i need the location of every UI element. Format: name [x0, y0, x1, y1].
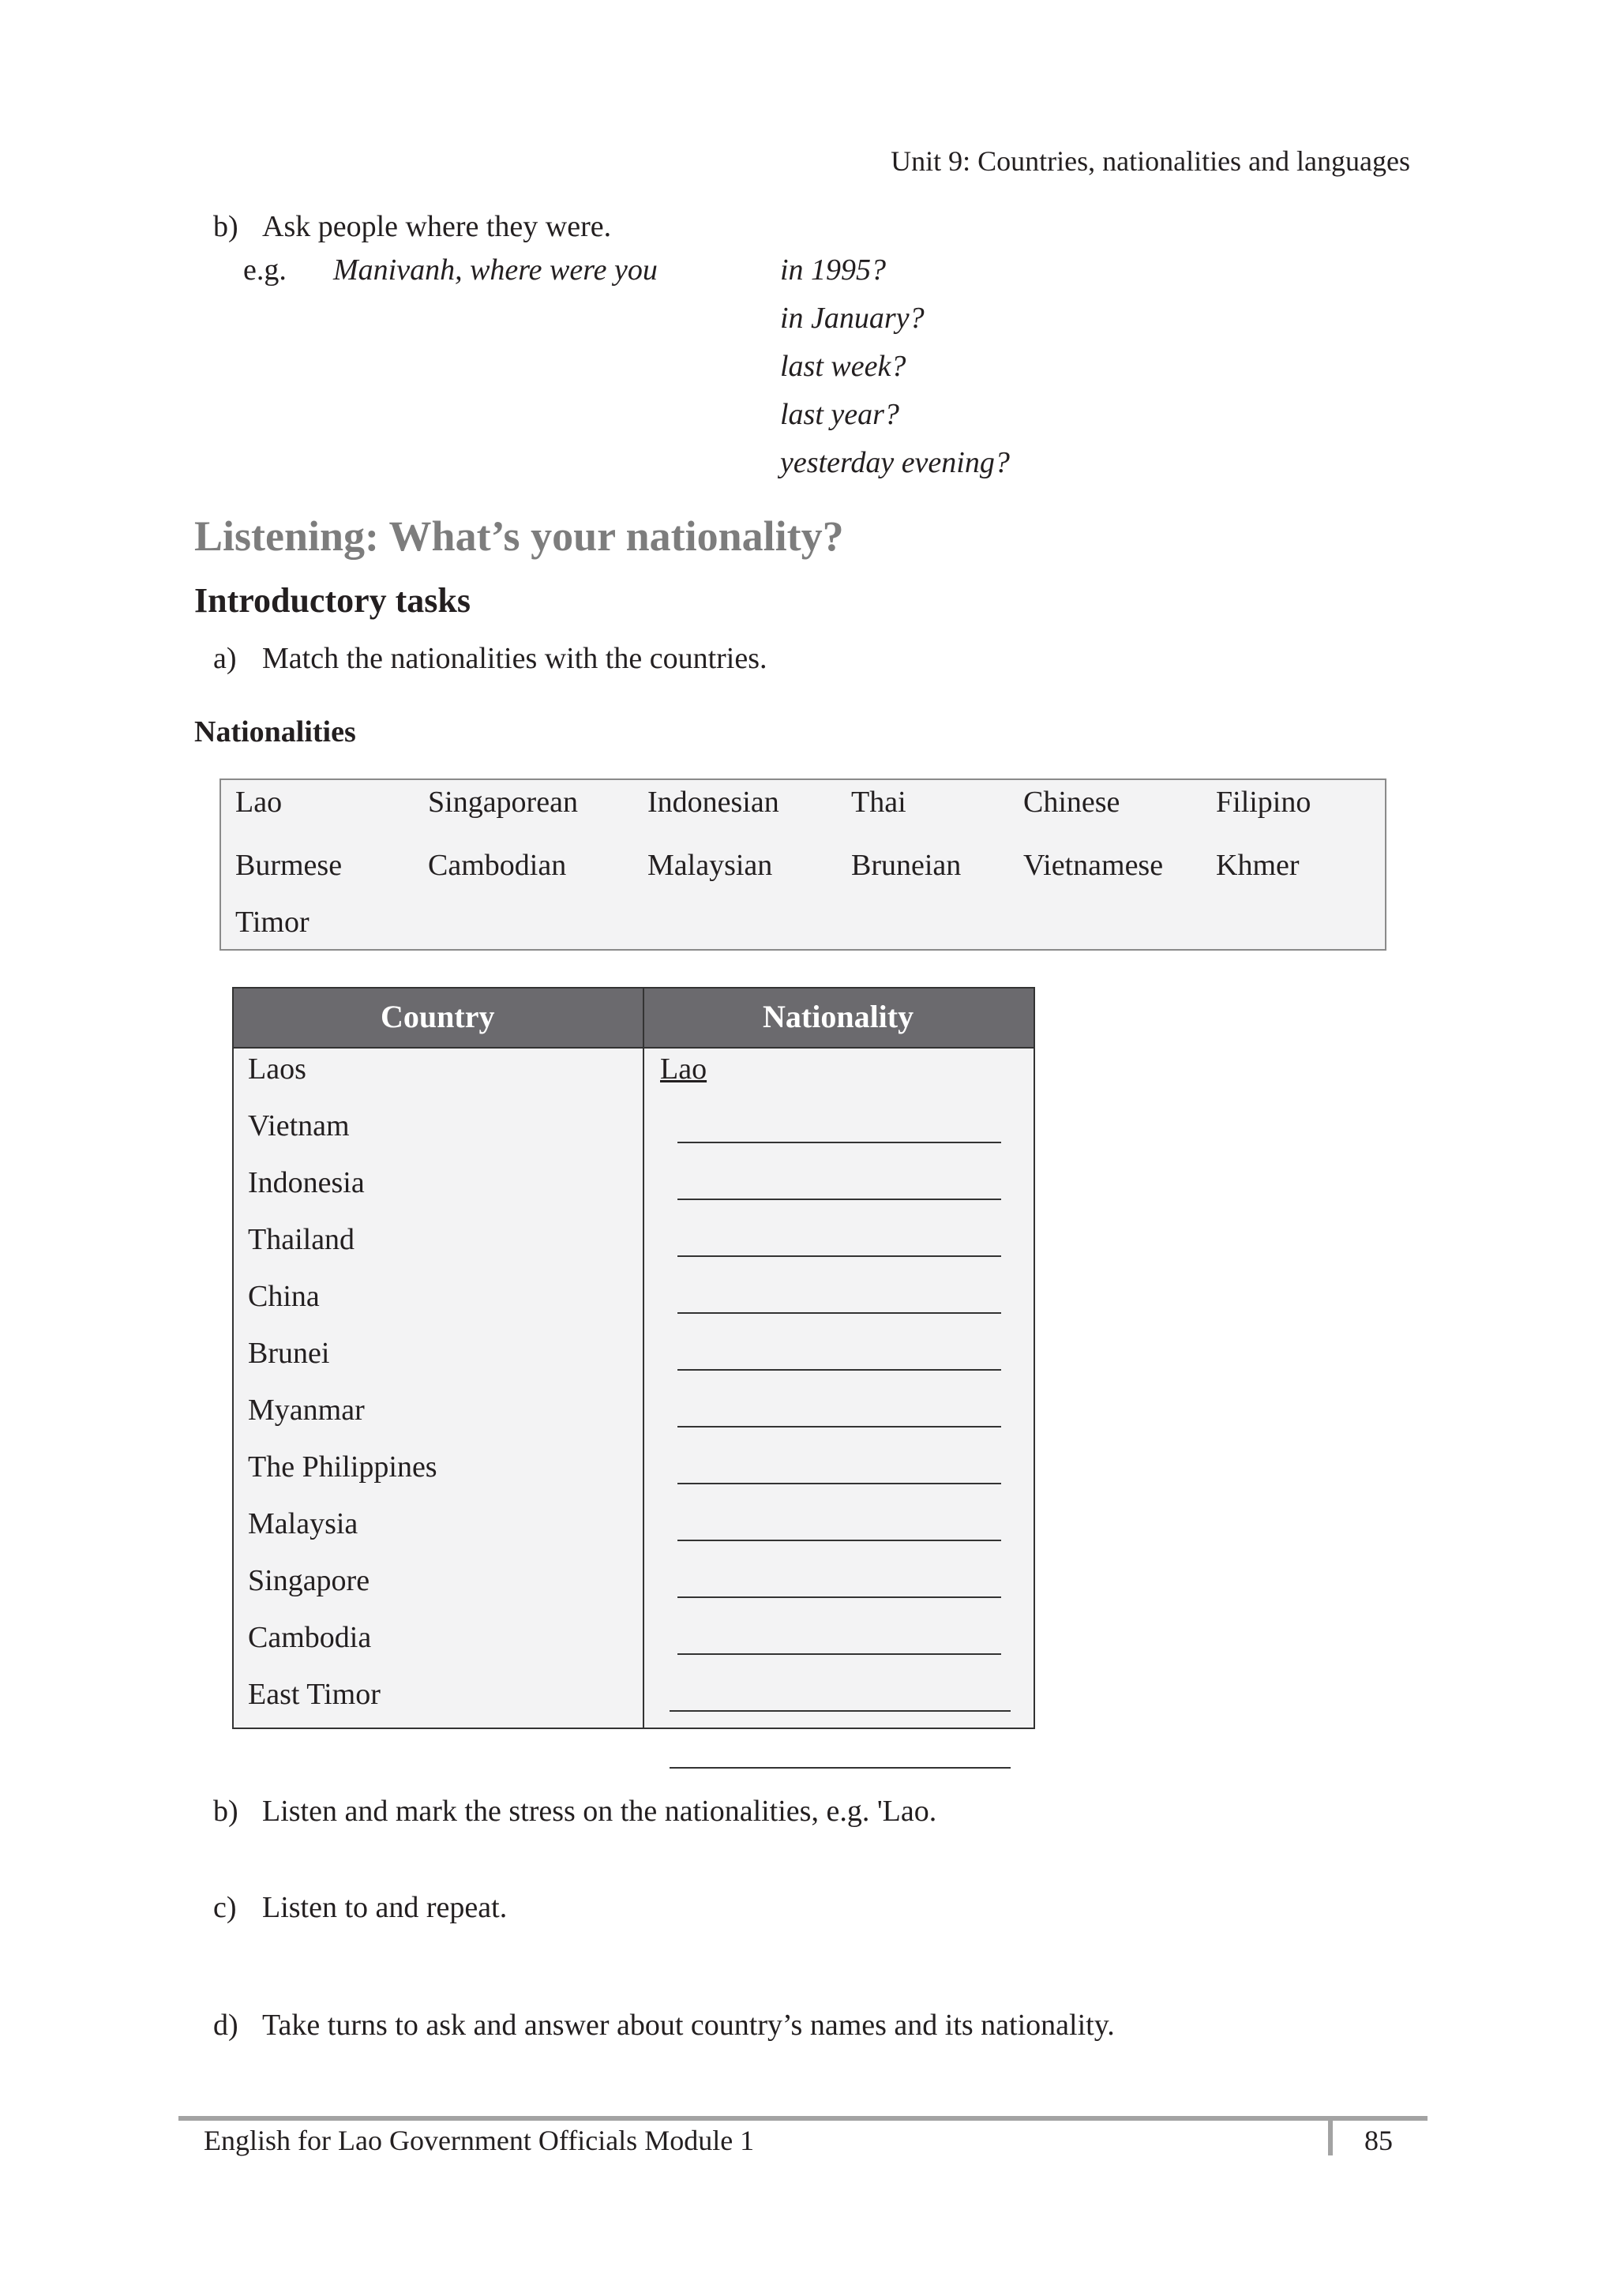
task-c-marker: c)	[213, 1891, 237, 1924]
task-b-marker: b)	[213, 1795, 238, 1828]
nationality-word: Lao	[235, 786, 283, 819]
nationality-word: Singaporean	[428, 786, 578, 819]
nationality-word: Indonesian	[647, 786, 779, 819]
section-title: Listening: What’s your nationality?	[194, 512, 844, 560]
task-a-marker: a)	[213, 642, 237, 675]
footer-rule	[178, 2116, 1428, 2121]
country-nationality-table	[232, 987, 1035, 1729]
answer-blank[interactable]	[677, 1142, 1001, 1143]
nationality-word: Malaysian	[647, 849, 773, 882]
answer-blank[interactable]	[677, 1483, 1001, 1484]
example-option: last week?	[780, 350, 906, 383]
table-row-country: The Philippines	[248, 1450, 437, 1484]
task-b-prev-marker: b)	[213, 210, 238, 243]
footer-tick	[1328, 2121, 1333, 2155]
nationalities-label: Nationalities	[194, 715, 356, 748]
subsection-title: Introductory tasks	[194, 581, 471, 620]
task-d-text: Take turns to ask and answer about country’s names and its nationality.	[262, 2009, 1115, 2042]
page-number: 85	[1364, 2125, 1393, 2156]
answer-blank[interactable]	[670, 1710, 1011, 1712]
table-row-country: Thailand	[248, 1223, 355, 1256]
example-answer: Lao	[660, 1052, 707, 1086]
answer-blank[interactable]	[677, 1312, 1001, 1314]
footer-title: English for Lao Government Officials Module 1	[204, 2125, 755, 2156]
table-row-country: Brunei	[248, 1337, 330, 1370]
task-c-text: Listen to and repeat.	[262, 1891, 508, 1924]
nationality-word: Filipino	[1216, 786, 1311, 819]
example-text: Manivanh, where were you	[333, 253, 658, 287]
answer-blank[interactable]	[677, 1426, 1001, 1427]
table-row-country: China	[248, 1280, 320, 1313]
example-option: last year?	[780, 398, 899, 431]
nationality-word: Chinese	[1023, 786, 1120, 819]
table-row-country: Vietnam	[248, 1109, 350, 1142]
answer-blank[interactable]	[677, 1199, 1001, 1200]
answer-blank[interactable]	[677, 1653, 1001, 1655]
task-d-marker: d)	[213, 2009, 238, 2042]
table-row-country: Laos	[248, 1052, 306, 1086]
table-row-country: Cambodia	[248, 1621, 372, 1654]
task-b-prev-text: Ask people where they were.	[262, 210, 612, 243]
table-row-country: Indonesia	[248, 1166, 365, 1199]
table-row-country: East Timor	[248, 1678, 381, 1711]
answer-blank[interactable]	[677, 1596, 1001, 1598]
table-row-country: Malaysia	[248, 1507, 358, 1540]
example-option: in January?	[780, 302, 925, 335]
example-option: yesterday evening?	[780, 446, 1010, 479]
nationality-word: Thai	[851, 786, 906, 819]
answer-blank[interactable]	[677, 1369, 1001, 1371]
table-row-country: Myanmar	[248, 1394, 365, 1427]
header-rule	[234, 1047, 1034, 1049]
nationality-word: Timor	[235, 906, 310, 939]
table-row-country: Singapore	[248, 1564, 370, 1597]
nationality-word: Burmese	[235, 849, 343, 882]
nationality-word: Vietnamese	[1023, 849, 1164, 882]
answer-blank[interactable]	[677, 1540, 1001, 1541]
task-a-text: Match the nationalities with the countries.	[262, 642, 767, 675]
nationality-word: Khmer	[1216, 849, 1300, 882]
header-nationality: Nationality	[763, 999, 914, 1034]
nationality-word: Cambodian	[428, 849, 567, 882]
nationalities-box	[219, 778, 1386, 951]
header-country: Country	[381, 999, 495, 1034]
answer-blank[interactable]	[677, 1255, 1001, 1257]
example-option: in 1995?	[780, 253, 887, 287]
answer-blank[interactable]	[670, 1767, 1011, 1769]
running-head: Unit 9: Countries, nationalities and languages	[891, 145, 1410, 177]
nationality-word: Bruneian	[851, 849, 962, 882]
task-b-text: Listen and mark the stress on the nationalities, e.g. 'Lao.	[262, 1795, 937, 1828]
example-label: e.g.	[243, 253, 287, 287]
column-divider	[643, 989, 644, 1728]
